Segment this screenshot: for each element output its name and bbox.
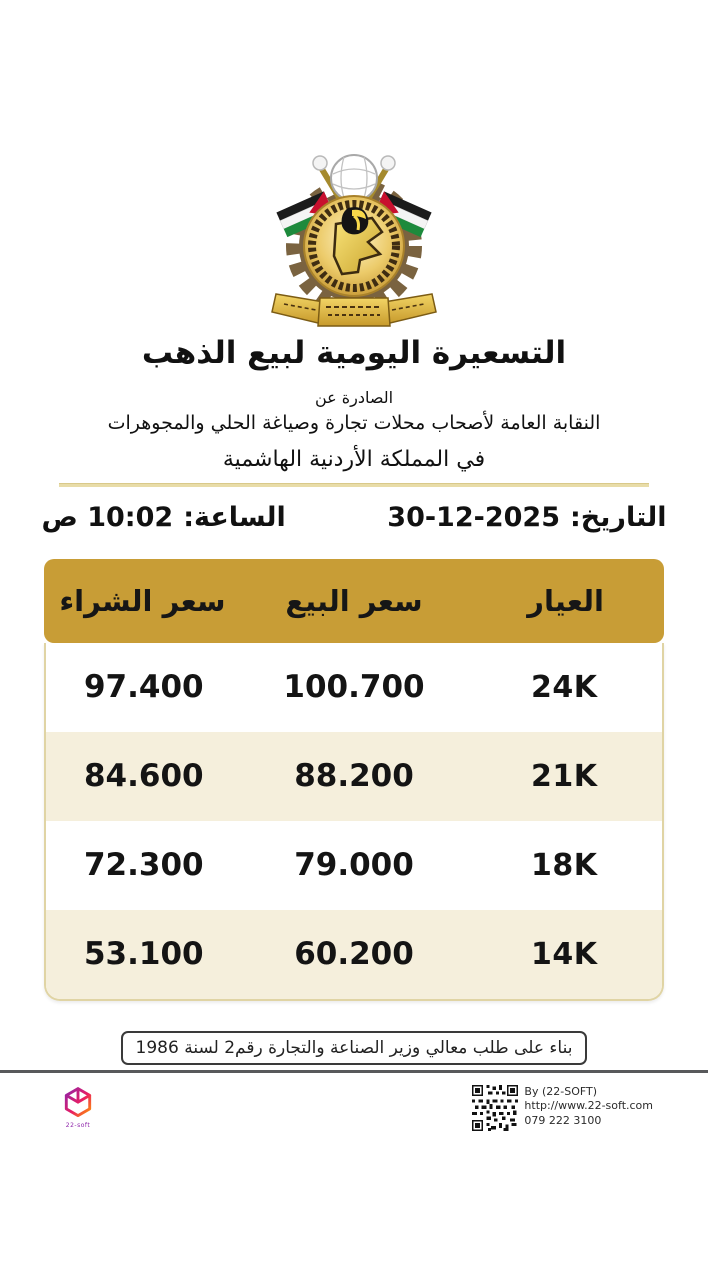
vendor-text (524, 1085, 653, 1130)
table-row (46, 732, 662, 821)
issued-by-label: الصادرة عن (314, 387, 394, 407)
col-header-buy: سعر الشراء (59, 583, 226, 618)
karat-cell: 18K (530, 847, 598, 883)
crucible-icon (342, 207, 369, 234)
karat-cell: 24K (530, 669, 598, 705)
footer (0, 1073, 708, 1131)
ribbon-banner-icon (272, 294, 436, 326)
sell-price-cell: 79.000 (294, 847, 414, 884)
syndicate-emblem-icon (264, 146, 444, 336)
vendor-by-line: By (22-SOFT) (524, 1084, 598, 1098)
vendor-phone: 079 222 3100 (524, 1114, 602, 1128)
qr-code-icon (472, 1085, 518, 1131)
sell-price-cell: 60.200 (294, 936, 414, 973)
buy-price-cell: 84.600 (83, 758, 204, 795)
organization-name: النقابة العامة لأصحاب محلات تجارة وصياغة الحلي والمجوهرات (107, 411, 601, 434)
table-body (44, 643, 664, 1001)
table-row (46, 910, 662, 999)
buy-price-cell: 72.300 (83, 847, 204, 884)
gem-icon (331, 155, 377, 201)
vendor-contact-block (472, 1085, 653, 1131)
karat-cell: 21K (530, 758, 598, 794)
table-header (44, 559, 664, 643)
date-time-row (42, 502, 667, 533)
gold-price-table (44, 559, 664, 1001)
country-line: في المملكة الأردنية الهاشمية (222, 446, 486, 472)
time-label: الساعة: (183, 501, 286, 533)
gold-divider (59, 483, 649, 487)
vendor-url: http://www.22-soft.com (524, 1099, 653, 1113)
karat-cell: 14K (530, 936, 598, 972)
col-header-karat: العيار (527, 583, 604, 618)
logo-caption: 22-soft (65, 1121, 91, 1129)
buy-price-cell: 97.400 (83, 669, 204, 706)
sell-price-cell: 100.700 (283, 669, 425, 706)
page-title: التسعيرة اليومية لبيع الذهب (141, 335, 567, 371)
software-vendor-logo (55, 1085, 101, 1129)
date-pair (387, 502, 666, 533)
buy-price-cell: 53.100 (83, 936, 204, 973)
date-label: التاريخ: (570, 501, 667, 533)
table-row (46, 821, 662, 910)
22soft-cube-icon (60, 1085, 96, 1121)
col-header-sell: سعر البيع (285, 583, 423, 618)
legal-note: بناء على طلب معالي وزير الصناعة والتجارة رقم2 لسنة 1986 (121, 1031, 588, 1065)
time-value: 10:02 ص (41, 501, 174, 533)
table-row (46, 643, 662, 732)
sell-price-cell: 88.200 (294, 758, 414, 795)
time-pair (42, 502, 286, 533)
date-value: 30-12-2025 (387, 501, 560, 533)
